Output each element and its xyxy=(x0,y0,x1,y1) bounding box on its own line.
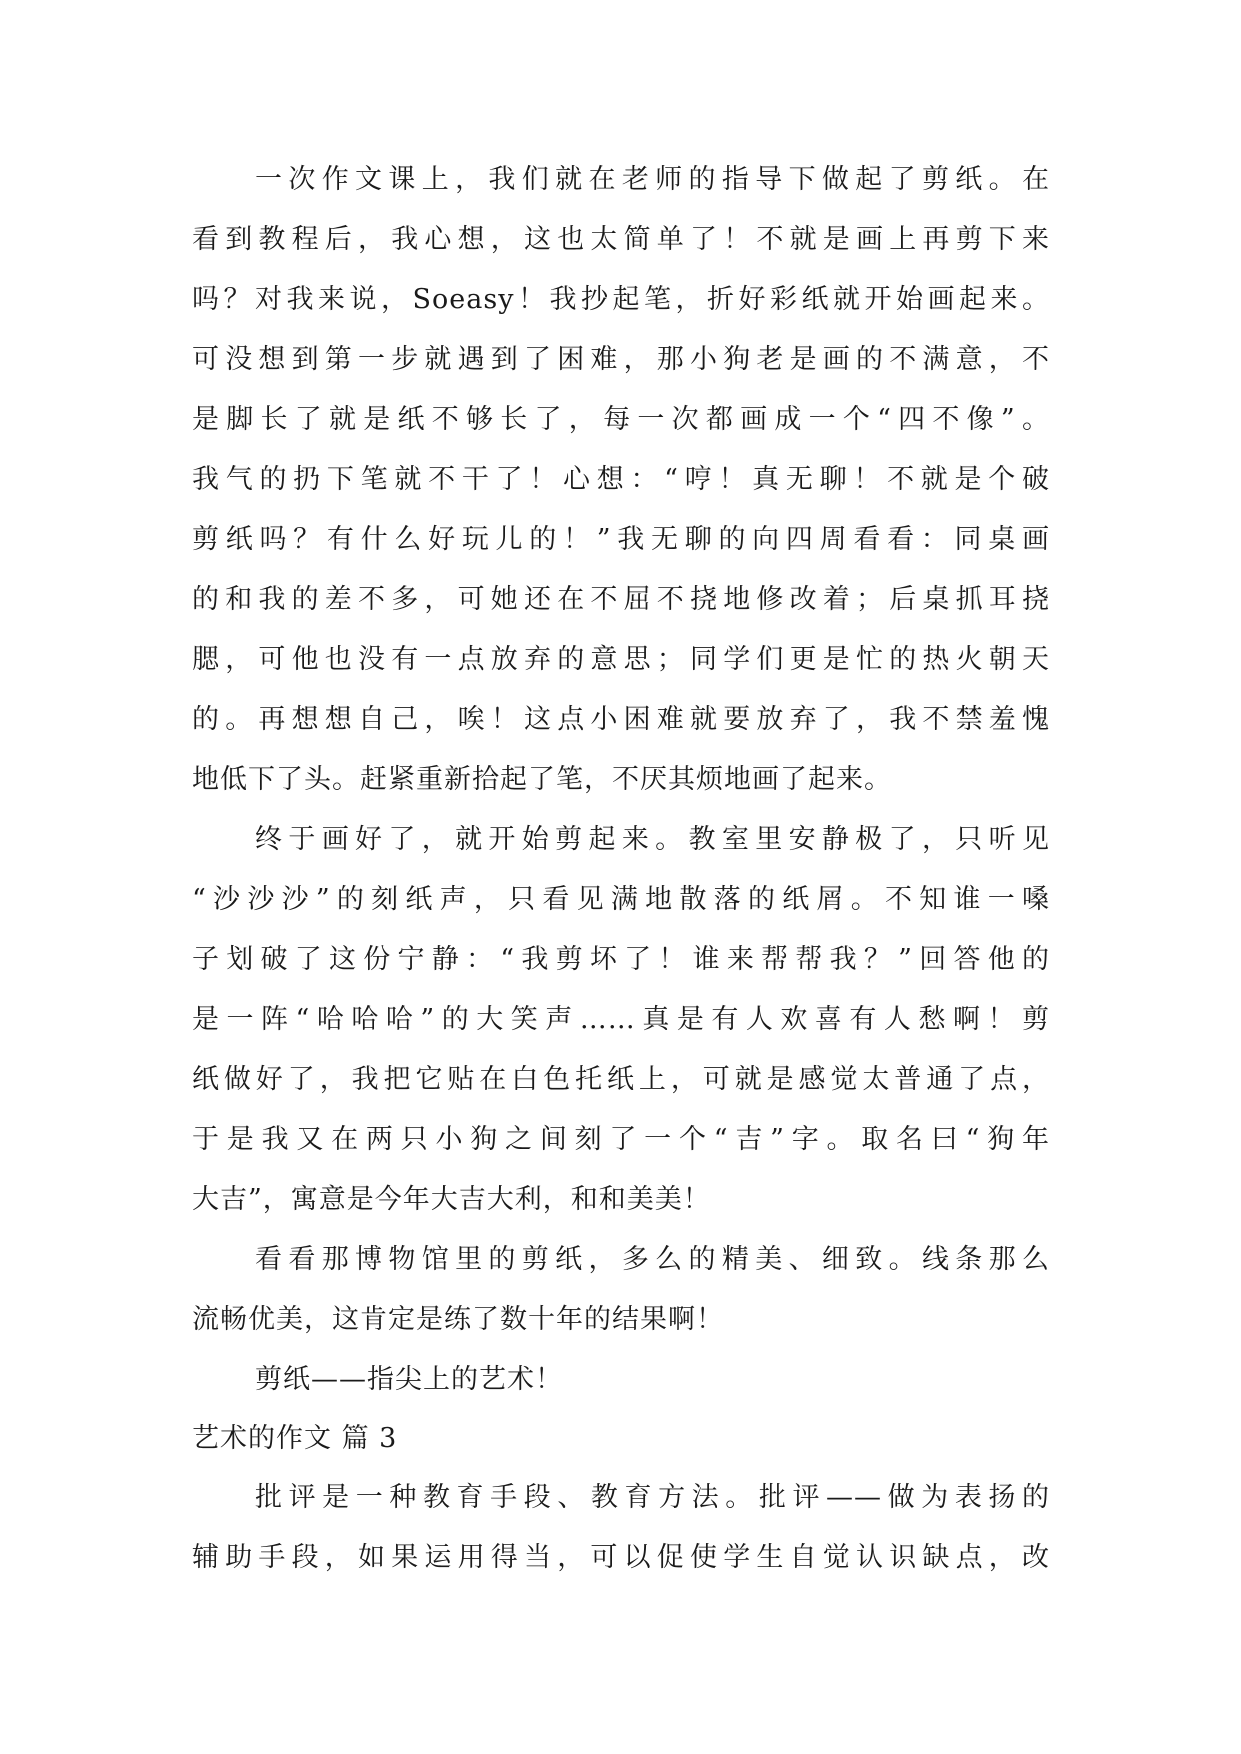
paragraph-line: 纸做好了，我把它贴在白色托纸上，可就是感觉太普通了点， xyxy=(192,1064,1050,1095)
paragraph-line: 辅助手段，如果运用得当，可以促使学生自觉认识缺点，改 xyxy=(192,1542,1050,1573)
paragraph-line: 吗？对我来说，Soeasy！我抄起笔，折好彩纸就开始画起来。 xyxy=(192,284,1050,315)
paragraph-line: 的和我的差不多，可她还在不屈不挠地修改着；后桌抓耳挠 xyxy=(192,584,1050,615)
paragraph-line: 看看那博物馆里的剪纸，多么的精美、细致。线条那么 xyxy=(255,1244,1050,1275)
paragraph-line: 是脚长了就是纸不够长了，每一次都画成一个“四不像”。 xyxy=(192,404,1050,435)
paragraph-line: 批评是一种教育手段、教育方法。批评——做为表扬的 xyxy=(255,1482,1050,1513)
paragraph-line: 子划破了这份宁静：“我剪坏了！谁来帮帮我？”回答他的 xyxy=(192,944,1050,975)
paragraph-line: 一次作文课上，我们就在老师的指导下做起了剪纸。在 xyxy=(255,164,1050,195)
paragraph-line: 大吉”，寓意是今年大吉大利，和和美美！ xyxy=(192,1184,711,1215)
paragraph-line: 看到教程后，我心想，这也太简单了！不就是画上再剪下来 xyxy=(192,224,1050,255)
paragraph-line: 流畅优美，这肯定是练了数十年的结果啊！ xyxy=(192,1304,724,1335)
paragraph-line: 我气的扔下笔就不干了！心想：“哼！真无聊！不就是个破 xyxy=(192,464,1050,495)
paragraph-line: 剪纸吗？有什么好玩儿的！”我无聊的向四周看看：同桌画 xyxy=(192,524,1050,555)
paragraph-line: 剪纸——指尖上的艺术！ xyxy=(255,1364,563,1395)
section-heading: 艺术的作文 篇 3 xyxy=(192,1423,398,1454)
document-page xyxy=(192,150,1050,1588)
paragraph-line: 是一阵“哈哈哈”的大笑声……真是有人欢喜有人愁啊！剪 xyxy=(192,1004,1050,1035)
paragraph-line: 可没想到第一步就遇到了困难，那小狗老是画的不满意，不 xyxy=(192,344,1050,375)
paragraph-line: 地低下了头。赶紧重新拾起了笔，不厌其烦地画了起来。 xyxy=(192,764,892,795)
paragraph-line: 的。再想想自己，唉！这点小困难就要放弃了，我不禁羞愧 xyxy=(192,704,1050,735)
paragraph-line: “沙沙沙”的刻纸声，只看见满地散落的纸屑。不知谁一嗓 xyxy=(192,884,1050,915)
paragraph-line: 于是我又在两只小狗之间刻了一个“吉”字。取名曰“狗年 xyxy=(192,1124,1050,1155)
paragraph-line: 终于画好了，就开始剪起来。教室里安静极了，只听见 xyxy=(255,824,1050,855)
paragraph-line: 腮，可他也没有一点放弃的意思；同学们更是忙的热火朝天 xyxy=(192,644,1050,675)
